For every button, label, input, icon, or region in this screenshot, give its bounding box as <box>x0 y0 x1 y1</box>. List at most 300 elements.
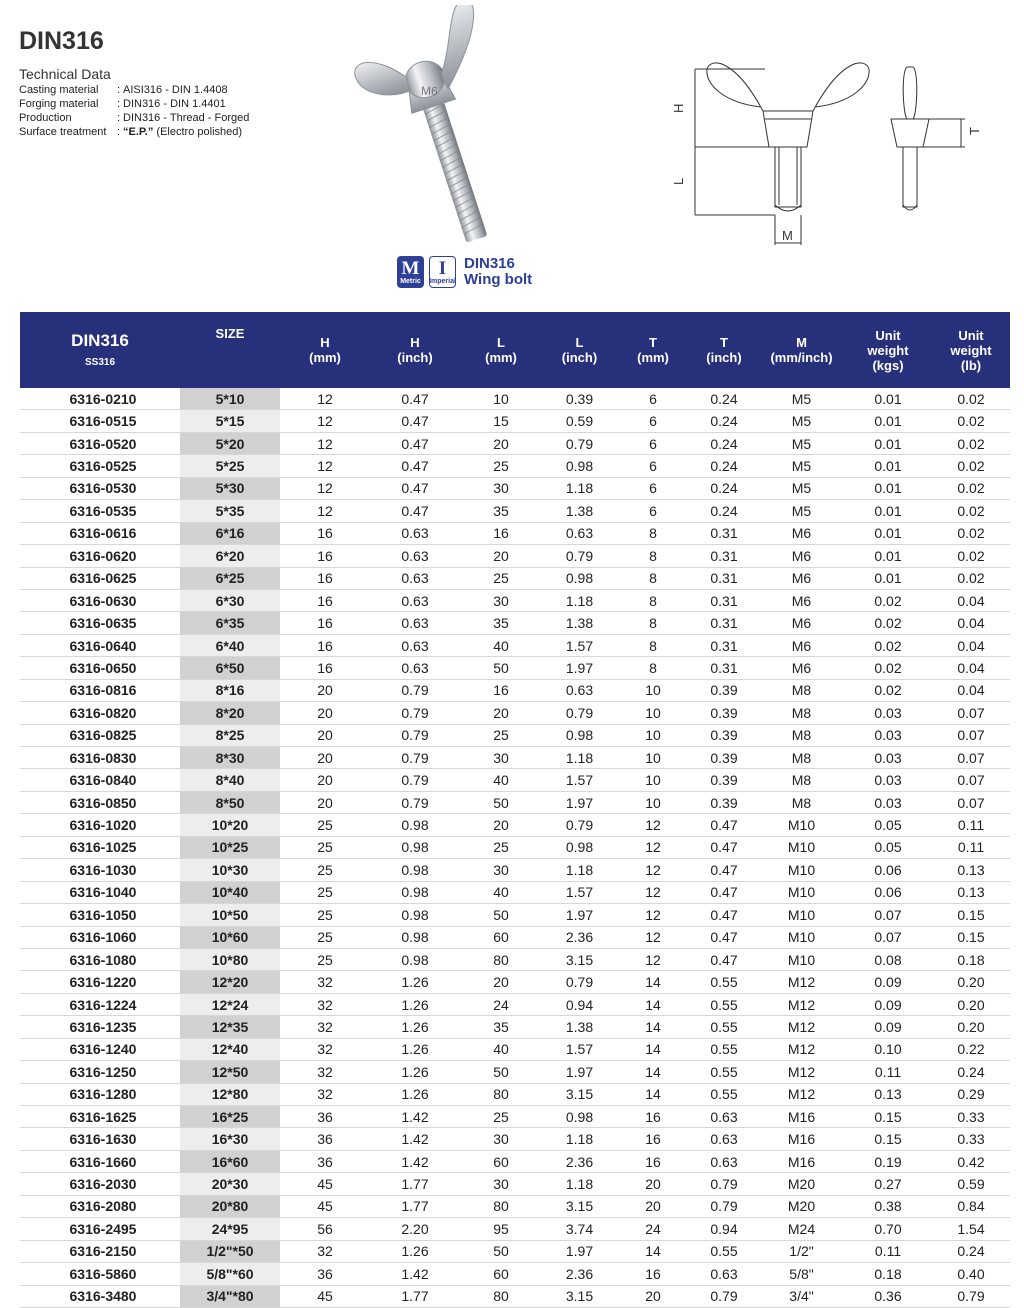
cell-t-inch: 0.55 <box>689 1038 759 1060</box>
cell-h-mm: 16 <box>280 567 370 589</box>
cell-weight-kg: 0.02 <box>844 612 932 634</box>
table-row <box>20 567 1010 589</box>
cell-l-mm: 35 <box>460 1016 542 1038</box>
cell-code: 6316-1224 <box>20 993 180 1015</box>
cell-t-inch: 0.39 <box>689 769 759 791</box>
cell-size: 16*60 <box>180 1150 280 1172</box>
cell-h-inch: 0.63 <box>370 589 460 611</box>
cell-t-mm: 8 <box>617 522 689 544</box>
cell-l-inch: 3.74 <box>542 1218 617 1240</box>
cell-m: M5 <box>759 477 844 499</box>
cell-h-mm: 12 <box>280 410 370 432</box>
cell-size: 10*20 <box>180 814 280 836</box>
cell-l-mm: 30 <box>460 589 542 611</box>
cell-h-mm: 25 <box>280 859 370 881</box>
cell-code: 6316-1025 <box>20 836 180 858</box>
cell-code: 6316-0825 <box>20 724 180 746</box>
cell-size: 6*20 <box>180 545 280 567</box>
cell-l-inch: 1.18 <box>542 477 617 499</box>
cell-h-inch: 0.63 <box>370 612 460 634</box>
cell-h-inch: 1.26 <box>370 1061 460 1083</box>
cell-h-inch: 0.63 <box>370 522 460 544</box>
cell-code: 6316-1280 <box>20 1083 180 1105</box>
product-caption-name: Wing bolt <box>464 271 533 288</box>
table-row <box>20 791 1010 813</box>
cell-h-mm: 25 <box>280 948 370 970</box>
cell-h-mm: 12 <box>280 455 370 477</box>
cell-l-inch: 1.97 <box>542 1240 617 1262</box>
cell-m: M6 <box>759 657 844 679</box>
cell-l-inch: 1.38 <box>542 500 617 522</box>
cell-l-mm: 30 <box>460 477 542 499</box>
cell-weight-kg: 0.08 <box>844 948 932 970</box>
cell-h-inch: 0.98 <box>370 904 460 926</box>
cell-weight-kg: 0.07 <box>844 926 932 948</box>
cell-weight-kg: 0.15 <box>844 1106 932 1128</box>
cell-m: M12 <box>759 993 844 1015</box>
cell-weight-kg: 0.27 <box>844 1173 932 1195</box>
cell-t-mm: 20 <box>617 1173 689 1195</box>
cell-weight-lb: 0.04 <box>932 612 1010 634</box>
cell-t-mm: 16 <box>617 1150 689 1172</box>
table-row <box>20 724 1010 746</box>
cell-h-mm: 36 <box>280 1128 370 1150</box>
col-header-l-mm: L (mm) <box>460 312 542 388</box>
table-row <box>20 388 1010 410</box>
cell-weight-lb: 0.04 <box>932 657 1010 679</box>
cell-code: 6316-0616 <box>20 522 180 544</box>
cell-l-mm: 40 <box>460 769 542 791</box>
cell-weight-lb: 0.07 <box>932 724 1010 746</box>
table-row <box>20 1173 1010 1195</box>
cell-size: 8*30 <box>180 747 280 769</box>
cell-size: 5*30 <box>180 477 280 499</box>
tech-row-production: Production : DIN316 - Thread - Forged <box>19 112 250 124</box>
cell-m: M6 <box>759 589 844 611</box>
table-row <box>20 702 1010 724</box>
table-row <box>20 1150 1010 1172</box>
cell-m: M10 <box>759 904 844 926</box>
cell-h-mm: 32 <box>280 1038 370 1060</box>
cell-t-mm: 6 <box>617 388 689 410</box>
cell-weight-lb: 0.24 <box>932 1240 1010 1262</box>
cell-m: M6 <box>759 612 844 634</box>
cell-code: 6316-0525 <box>20 455 180 477</box>
cell-m: M8 <box>759 791 844 813</box>
table-row <box>20 612 1010 634</box>
cell-size: 6*35 <box>180 612 280 634</box>
cell-t-mm: 20 <box>617 1195 689 1217</box>
cell-weight-kg: 0.01 <box>844 432 932 454</box>
cell-size: 6*16 <box>180 522 280 544</box>
cell-l-mm: 30 <box>460 859 542 881</box>
cell-h-inch: 0.47 <box>370 477 460 499</box>
cell-m: M6 <box>759 545 844 567</box>
cell-l-inch: 0.63 <box>542 679 617 701</box>
cell-h-inch: 1.26 <box>370 1240 460 1262</box>
cell-h-inch: 0.79 <box>370 747 460 769</box>
cell-l-inch: 0.79 <box>542 971 617 993</box>
cell-t-inch: 0.47 <box>689 926 759 948</box>
cell-code: 6316-0635 <box>20 612 180 634</box>
table-row <box>20 1240 1010 1262</box>
cell-l-inch: 1.97 <box>542 1061 617 1083</box>
cell-t-inch: 0.24 <box>689 455 759 477</box>
cell-l-mm: 50 <box>460 1061 542 1083</box>
cell-l-inch: 3.15 <box>542 948 617 970</box>
cell-weight-kg: 0.19 <box>844 1150 932 1172</box>
cell-h-mm: 20 <box>280 747 370 769</box>
cell-code: 6316-0830 <box>20 747 180 769</box>
cell-weight-lb: 0.29 <box>932 1083 1010 1105</box>
imperial-badge-icon: I Imperial <box>429 256 456 288</box>
table-row <box>20 836 1010 858</box>
cell-l-mm: 25 <box>460 567 542 589</box>
cell-h-inch: 1.42 <box>370 1150 460 1172</box>
cell-l-inch: 1.18 <box>542 1173 617 1195</box>
cell-h-inch: 0.47 <box>370 432 460 454</box>
col-header-size: SIZE <box>180 312 280 388</box>
cell-l-mm: 20 <box>460 432 542 454</box>
cell-l-inch: 1.97 <box>542 791 617 813</box>
cell-code: 6316-1660 <box>20 1150 180 1172</box>
cell-m: M20 <box>759 1173 844 1195</box>
cell-t-inch: 0.24 <box>689 388 759 410</box>
cell-weight-lb: 0.42 <box>932 1150 1010 1172</box>
cell-h-mm: 36 <box>280 1106 370 1128</box>
cell-code: 6316-0640 <box>20 634 180 656</box>
table-row <box>20 993 1010 1015</box>
cell-h-inch: 1.42 <box>370 1106 460 1128</box>
table-header-row <box>20 312 1010 388</box>
cell-l-mm: 20 <box>460 545 542 567</box>
cell-t-inch: 0.79 <box>689 1195 759 1217</box>
cell-size: 10*60 <box>180 926 280 948</box>
cell-size: 20*80 <box>180 1195 280 1217</box>
cell-code: 6316-0820 <box>20 702 180 724</box>
cell-l-mm: 30 <box>460 1173 542 1195</box>
table-row <box>20 948 1010 970</box>
cell-l-inch: 0.94 <box>542 993 617 1015</box>
cell-l-inch: 1.38 <box>542 612 617 634</box>
table-row <box>20 477 1010 499</box>
col-header-weight-kg: Unit weight (kgs) <box>844 312 932 388</box>
cell-weight-kg: 0.18 <box>844 1263 932 1285</box>
cell-t-inch: 0.24 <box>689 500 759 522</box>
table-row <box>20 1263 1010 1285</box>
cell-h-mm: 20 <box>280 769 370 791</box>
cell-t-inch: 0.79 <box>689 1285 759 1307</box>
cell-h-mm: 45 <box>280 1285 370 1307</box>
cell-weight-lb: 0.02 <box>932 410 1010 432</box>
cell-weight-lb: 0.02 <box>932 388 1010 410</box>
cell-t-mm: 10 <box>617 679 689 701</box>
cell-m: M10 <box>759 836 844 858</box>
cell-t-inch: 0.47 <box>689 814 759 836</box>
cell-h-inch: 1.42 <box>370 1128 460 1150</box>
cell-l-mm: 20 <box>460 971 542 993</box>
tech-row-casting: Casting material : AISI316 - DIN 1.4408 <box>19 84 228 96</box>
cell-weight-lb: 0.20 <box>932 993 1010 1015</box>
col-header-t-mm: T (mm) <box>617 312 689 388</box>
cell-t-inch: 0.39 <box>689 747 759 769</box>
cell-code: 6316-5860 <box>20 1263 180 1285</box>
cell-t-mm: 14 <box>617 971 689 993</box>
table-row <box>20 747 1010 769</box>
cell-m: M6 <box>759 567 844 589</box>
cell-weight-kg: 0.06 <box>844 859 932 881</box>
col-header-m: M (mm/inch) <box>759 312 844 388</box>
cell-weight-lb: 0.07 <box>932 747 1010 769</box>
cell-l-mm: 25 <box>460 836 542 858</box>
cell-t-mm: 14 <box>617 1083 689 1105</box>
cell-t-inch: 0.55 <box>689 1016 759 1038</box>
cell-t-mm: 8 <box>617 657 689 679</box>
cell-t-mm: 6 <box>617 500 689 522</box>
table-row <box>20 1128 1010 1150</box>
label-t: T <box>967 127 982 135</box>
cell-t-inch: 0.63 <box>689 1263 759 1285</box>
cell-h-inch: 1.42 <box>370 1263 460 1285</box>
cell-h-mm: 16 <box>280 634 370 656</box>
cell-weight-lb: 0.07 <box>932 769 1010 791</box>
cell-l-mm: 16 <box>460 522 542 544</box>
table-row <box>20 1195 1010 1217</box>
cell-t-inch: 0.47 <box>689 948 759 970</box>
cell-weight-lb: 0.11 <box>932 814 1010 836</box>
cell-size: 10*80 <box>180 948 280 970</box>
cell-t-mm: 12 <box>617 904 689 926</box>
cell-size: 1/2"*50 <box>180 1240 280 1262</box>
table-row <box>20 769 1010 791</box>
cell-h-inch: 0.63 <box>370 634 460 656</box>
cell-t-mm: 20 <box>617 1285 689 1307</box>
cell-t-mm: 10 <box>617 769 689 791</box>
cell-l-mm: 10 <box>460 388 542 410</box>
cell-h-mm: 32 <box>280 1240 370 1262</box>
table-row <box>20 657 1010 679</box>
cell-h-inch: 1.26 <box>370 971 460 993</box>
cell-h-mm: 32 <box>280 1083 370 1105</box>
cell-h-mm: 56 <box>280 1218 370 1240</box>
cell-m: M12 <box>759 1061 844 1083</box>
cell-t-mm: 14 <box>617 1240 689 1262</box>
specification-table <box>20 312 1010 1308</box>
cell-weight-lb: 0.02 <box>932 432 1010 454</box>
cell-weight-lb: 0.20 <box>932 1016 1010 1038</box>
cell-m: M16 <box>759 1128 844 1150</box>
cell-l-inch: 0.59 <box>542 410 617 432</box>
label-m: M <box>782 228 793 243</box>
cell-t-mm: 8 <box>617 634 689 656</box>
cell-t-inch: 0.55 <box>689 1240 759 1262</box>
cell-t-mm: 10 <box>617 702 689 724</box>
cell-l-inch: 3.15 <box>542 1285 617 1307</box>
cell-h-mm: 16 <box>280 522 370 544</box>
cell-h-inch: 1.77 <box>370 1285 460 1307</box>
cell-m: M10 <box>759 926 844 948</box>
cell-size: 10*50 <box>180 904 280 926</box>
cell-l-inch: 0.39 <box>542 388 617 410</box>
cell-size: 6*40 <box>180 634 280 656</box>
cell-h-inch: 0.63 <box>370 657 460 679</box>
cell-m: M5 <box>759 455 844 477</box>
cell-code: 6316-1080 <box>20 948 180 970</box>
tech-value-rest: (Electro polished) <box>153 126 243 138</box>
cell-code: 6316-0840 <box>20 769 180 791</box>
cell-h-mm: 25 <box>280 926 370 948</box>
cell-weight-lb: 0.24 <box>932 1061 1010 1083</box>
cell-t-mm: 10 <box>617 791 689 813</box>
cell-t-mm: 14 <box>617 1061 689 1083</box>
cell-l-inch: 1.18 <box>542 859 617 881</box>
cell-h-inch: 0.98 <box>370 948 460 970</box>
cell-weight-lb: 0.04 <box>932 589 1010 611</box>
cell-h-inch: 1.77 <box>370 1173 460 1195</box>
cell-code: 6316-0620 <box>20 545 180 567</box>
cell-size: 10*40 <box>180 881 280 903</box>
cell-code: 6316-1030 <box>20 859 180 881</box>
cell-t-inch: 0.31 <box>689 545 759 567</box>
col-header-code: DIN316 SS316 <box>20 312 180 388</box>
cell-l-inch: 1.97 <box>542 657 617 679</box>
cell-h-inch: 1.77 <box>370 1195 460 1217</box>
cell-l-mm: 15 <box>460 410 542 432</box>
cell-h-inch: 0.47 <box>370 455 460 477</box>
cell-l-inch: 0.98 <box>542 567 617 589</box>
cell-l-inch: 0.63 <box>542 522 617 544</box>
cell-m: M10 <box>759 859 844 881</box>
cell-h-mm: 12 <box>280 432 370 454</box>
cell-code: 6316-2150 <box>20 1240 180 1262</box>
cell-t-mm: 6 <box>617 410 689 432</box>
table-row <box>20 589 1010 611</box>
cell-l-inch: 1.97 <box>542 904 617 926</box>
table-row <box>20 1106 1010 1128</box>
cell-t-mm: 8 <box>617 612 689 634</box>
cell-weight-lb: 0.02 <box>932 545 1010 567</box>
cell-l-mm: 60 <box>460 1263 542 1285</box>
cell-m: M12 <box>759 1083 844 1105</box>
cell-weight-kg: 0.02 <box>844 589 932 611</box>
cell-weight-kg: 0.03 <box>844 724 932 746</box>
table-row <box>20 634 1010 656</box>
cell-l-mm: 80 <box>460 1285 542 1307</box>
cell-h-mm: 16 <box>280 545 370 567</box>
cell-l-mm: 50 <box>460 904 542 926</box>
cell-h-mm: 25 <box>280 814 370 836</box>
cell-weight-lb: 0.02 <box>932 522 1010 544</box>
cell-weight-lb: 0.02 <box>932 455 1010 477</box>
tech-label: Casting material <box>19 84 99 96</box>
cell-t-inch: 0.47 <box>689 904 759 926</box>
tech-row-surface: Surface treatment : “E.P.” (Electro polished) <box>19 126 243 138</box>
cell-code: 6316-1250 <box>20 1061 180 1083</box>
cell-l-inch: 0.79 <box>542 702 617 724</box>
cell-weight-kg: 0.05 <box>844 836 932 858</box>
cell-weight-lb: 0.13 <box>932 881 1010 903</box>
cell-h-inch: 2.20 <box>370 1218 460 1240</box>
cell-l-mm: 20 <box>460 814 542 836</box>
tech-value: AISI316 - DIN 1.4408 <box>123 84 228 96</box>
cell-weight-kg: 0.01 <box>844 567 932 589</box>
cell-l-inch: 2.36 <box>542 1150 617 1172</box>
cell-weight-kg: 0.03 <box>844 791 932 813</box>
cell-h-mm: 16 <box>280 589 370 611</box>
cell-l-mm: 40 <box>460 1038 542 1060</box>
product-caption-code: DIN316 <box>464 255 515 272</box>
table-row <box>20 814 1010 836</box>
cell-weight-lb: 0.07 <box>932 702 1010 724</box>
cell-h-mm: 32 <box>280 1061 370 1083</box>
cell-weight-lb: 0.11 <box>932 836 1010 858</box>
cell-t-mm: 16 <box>617 1106 689 1128</box>
cell-code: 6316-0625 <box>20 567 180 589</box>
cell-h-mm: 32 <box>280 971 370 993</box>
cell-weight-lb: 0.84 <box>932 1195 1010 1217</box>
cell-t-inch: 0.31 <box>689 589 759 611</box>
cell-weight-lb: 0.07 <box>932 791 1010 813</box>
cell-l-inch: 3.15 <box>542 1083 617 1105</box>
cell-h-inch: 0.79 <box>370 702 460 724</box>
cell-m: M8 <box>759 724 844 746</box>
cell-t-mm: 12 <box>617 926 689 948</box>
cell-m: M16 <box>759 1106 844 1128</box>
cell-code: 6316-1040 <box>20 881 180 903</box>
cell-weight-kg: 0.06 <box>844 881 932 903</box>
cell-h-mm: 20 <box>280 679 370 701</box>
cell-t-mm: 6 <box>617 432 689 454</box>
cell-weight-kg: 0.13 <box>844 1083 932 1105</box>
cell-l-mm: 80 <box>460 1195 542 1217</box>
cell-l-inch: 1.38 <box>542 1016 617 1038</box>
cell-weight-kg: 0.02 <box>844 657 932 679</box>
table-row <box>20 432 1010 454</box>
cell-h-mm: 12 <box>280 500 370 522</box>
cell-l-mm: 20 <box>460 702 542 724</box>
cell-h-mm: 25 <box>280 881 370 903</box>
cell-h-mm: 25 <box>280 904 370 926</box>
cell-l-mm: 30 <box>460 1128 542 1150</box>
table-row <box>20 859 1010 881</box>
cell-code: 6316-0850 <box>20 791 180 813</box>
wing-bolt-photo <box>350 5 535 255</box>
cell-weight-lb: 0.02 <box>932 500 1010 522</box>
product-caption <box>464 256 532 288</box>
cell-size: 24*95 <box>180 1218 280 1240</box>
cell-l-mm: 16 <box>460 679 542 701</box>
cell-weight-lb: 0.15 <box>932 904 1010 926</box>
col-header-h-inch: H (inch) <box>370 312 460 388</box>
cell-l-mm: 95 <box>460 1218 542 1240</box>
cell-t-inch: 0.24 <box>689 410 759 432</box>
cell-t-inch: 0.79 <box>689 1173 759 1195</box>
cell-m: M8 <box>759 769 844 791</box>
cell-m: M8 <box>759 747 844 769</box>
cell-code: 6316-2495 <box>20 1218 180 1240</box>
cell-t-inch: 0.63 <box>689 1150 759 1172</box>
cell-h-inch: 0.98 <box>370 926 460 948</box>
cell-h-mm: 25 <box>280 836 370 858</box>
cell-h-inch: 0.63 <box>370 567 460 589</box>
cell-weight-lb: 0.02 <box>932 567 1010 589</box>
cell-weight-lb: 0.04 <box>932 634 1010 656</box>
tech-value-bold: “E.P.” <box>123 126 154 138</box>
technical-data-heading: Technical Data <box>19 66 111 82</box>
cell-l-mm: 25 <box>460 455 542 477</box>
cell-l-inch: 2.36 <box>542 1263 617 1285</box>
technical-data <box>19 66 249 139</box>
